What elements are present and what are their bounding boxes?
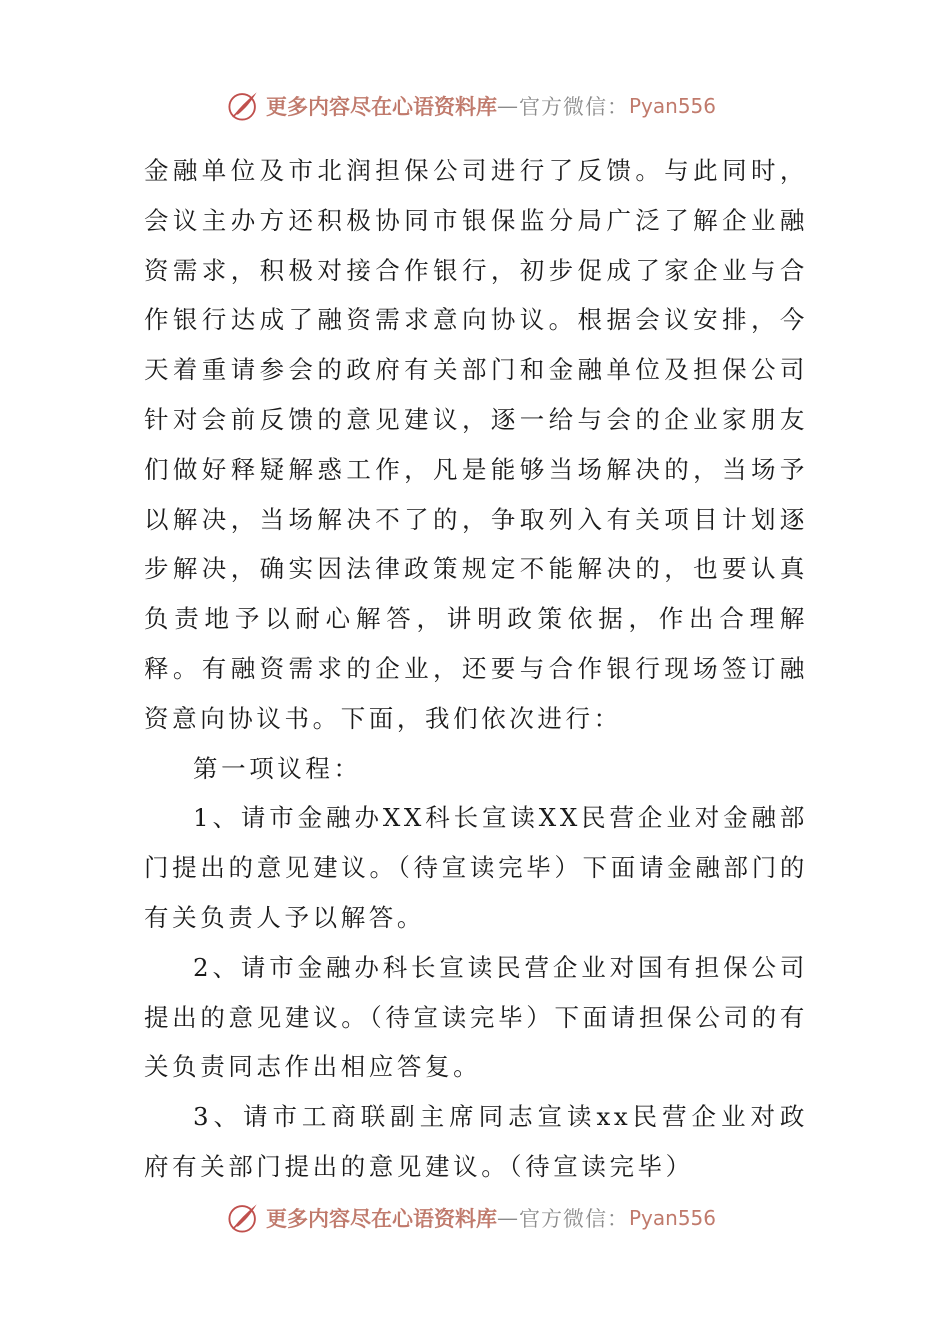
banner-wechat-label: 官方微信： bbox=[519, 95, 629, 119]
banner-wechat-account: Pyan556 bbox=[629, 1206, 717, 1230]
footer-banner bbox=[226, 1198, 716, 1238]
agenda-item-2: 2、请市金融办科长宣读民营企业对国有担保公司提出的意见建议。（待宣读完毕）下面请担保公司的有关负责同志作出相应答复。 bbox=[144, 952, 808, 1082]
agenda-item-3: 3、请市工商联副主席同志宣读xx民营企业对政府有关部门提出的意见建议。（待宣读完毕） bbox=[144, 1102, 808, 1181]
banner-dash: — bbox=[497, 1206, 519, 1230]
document-body bbox=[144, 146, 808, 1192]
quill-logo-icon bbox=[226, 1201, 260, 1235]
banner-site-text: 更多内容尽在心语资料库 bbox=[266, 1206, 497, 1231]
agenda-item-1: 1、请市金融办XX科长宣读XX民营企业对金融部门提出的意见建议。（待宣读完毕）下面请金融部门的有关负责人予以解答。 bbox=[144, 803, 808, 932]
body-paragraph: 金融单位及市北润担保公司进行了反馈。与此同时，会议主办方还积极协同市银保监分局广泛了解企业融资需求，积极对接合作银行，初步促成了家企业与合作银行达成了融资需求意向协议。根据会议安排，今天着重请参会的政府有关部门和金融单位及担保公司针对会前反馈的意见建议，逐一给与会的企业家朋友们做好释疑解惑工作，凡是能够当场解决的，当场予以解决，当场解决不了的，争取列入有关项目计划逐步解决，确实因法律政策规定不能解决的，也要认真负责地予以耐心解答，讲明政策依据，作出合理解释。有融资需求的企业，还要与合作银行现场签订融资意向协议书。下面，我们依次进行： bbox=[144, 156, 808, 733]
quill-logo-icon bbox=[226, 89, 260, 123]
banner-dash: — bbox=[497, 94, 519, 118]
banner-wechat-account: Pyan556 bbox=[629, 94, 717, 118]
header-banner bbox=[226, 86, 716, 126]
agenda-heading: 第一项议程： bbox=[193, 753, 362, 783]
banner-wechat-label: 官方微信： bbox=[519, 1207, 629, 1231]
banner-site-text: 更多内容尽在心语资料库 bbox=[266, 94, 497, 119]
